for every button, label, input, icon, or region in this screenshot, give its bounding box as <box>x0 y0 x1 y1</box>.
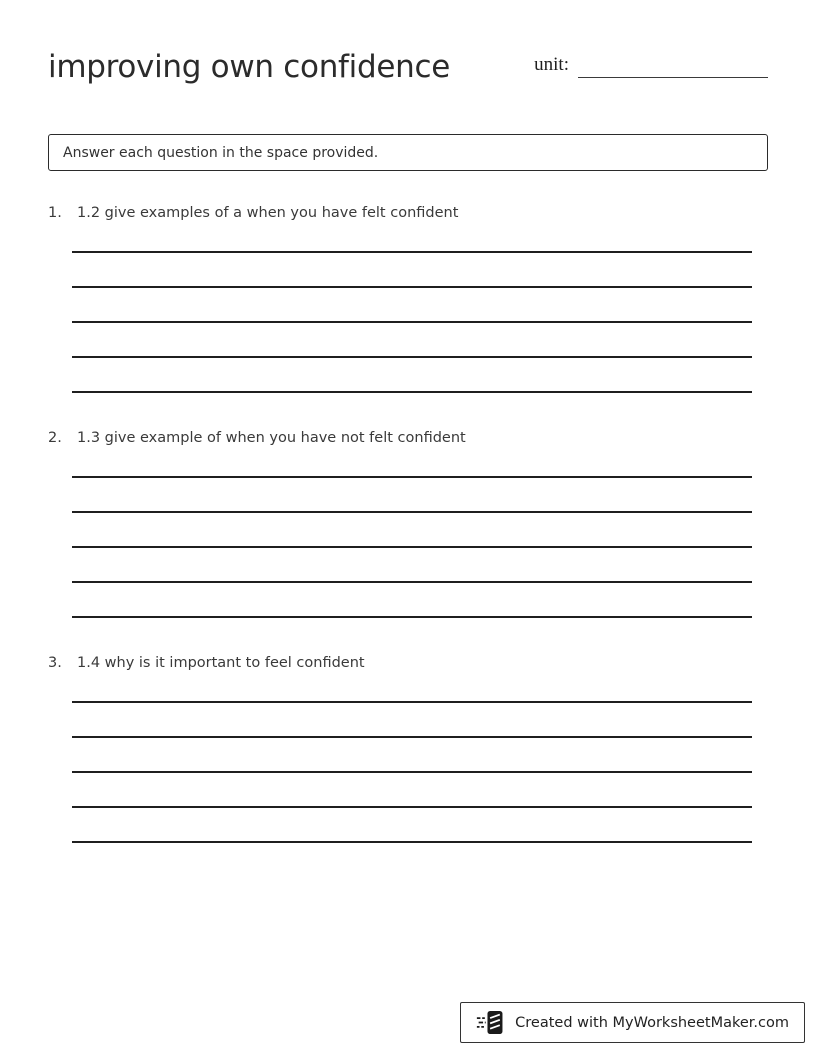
answer-line <box>72 358 752 393</box>
answer-line <box>72 513 752 548</box>
question-item-1 <box>48 203 768 393</box>
question-item-2 <box>48 428 768 618</box>
unit-label: unit: <box>534 54 569 75</box>
answer-line <box>72 548 752 583</box>
answer-line <box>72 738 752 773</box>
answer-line <box>72 583 752 618</box>
answer-line <box>72 288 752 323</box>
question-label <box>48 653 768 674</box>
worksheetmaker-logo-icon <box>476 1009 506 1036</box>
worksheet-header <box>48 48 768 86</box>
answer-line <box>72 224 752 253</box>
answer-line <box>72 323 752 358</box>
credit-text: Created with MyWorksheetMaker.com <box>515 1014 789 1031</box>
question-text: 1.3 give example of when you have not felt confident <box>77 430 466 446</box>
answer-line <box>72 478 752 513</box>
page-title: improving own confidence <box>48 49 450 85</box>
answer-lines <box>72 224 752 393</box>
instructions-text: Answer each question in the space provided. <box>63 144 379 161</box>
answer-line <box>72 808 752 843</box>
answer-lines <box>72 449 752 618</box>
unit-blank-line <box>578 54 768 78</box>
answer-line <box>72 253 752 288</box>
question-label <box>48 203 768 224</box>
answer-line <box>72 773 752 808</box>
question-text: 1.2 give examples of a when you have felt confident <box>77 205 459 221</box>
questions-list <box>48 203 768 843</box>
question-text: 1.4 why is it important to feel confident <box>77 655 365 671</box>
question-number: 1. <box>48 205 62 221</box>
answer-lines <box>72 674 752 843</box>
answer-line <box>72 674 752 703</box>
answer-line <box>72 703 752 738</box>
unit-field <box>534 52 768 78</box>
question-label <box>48 428 768 449</box>
question-number: 2. <box>48 430 62 446</box>
instructions-box <box>48 134 768 171</box>
credit-badge <box>460 1002 805 1043</box>
question-item-3 <box>48 653 768 843</box>
question-number: 3. <box>48 655 62 671</box>
answer-line <box>72 449 752 478</box>
